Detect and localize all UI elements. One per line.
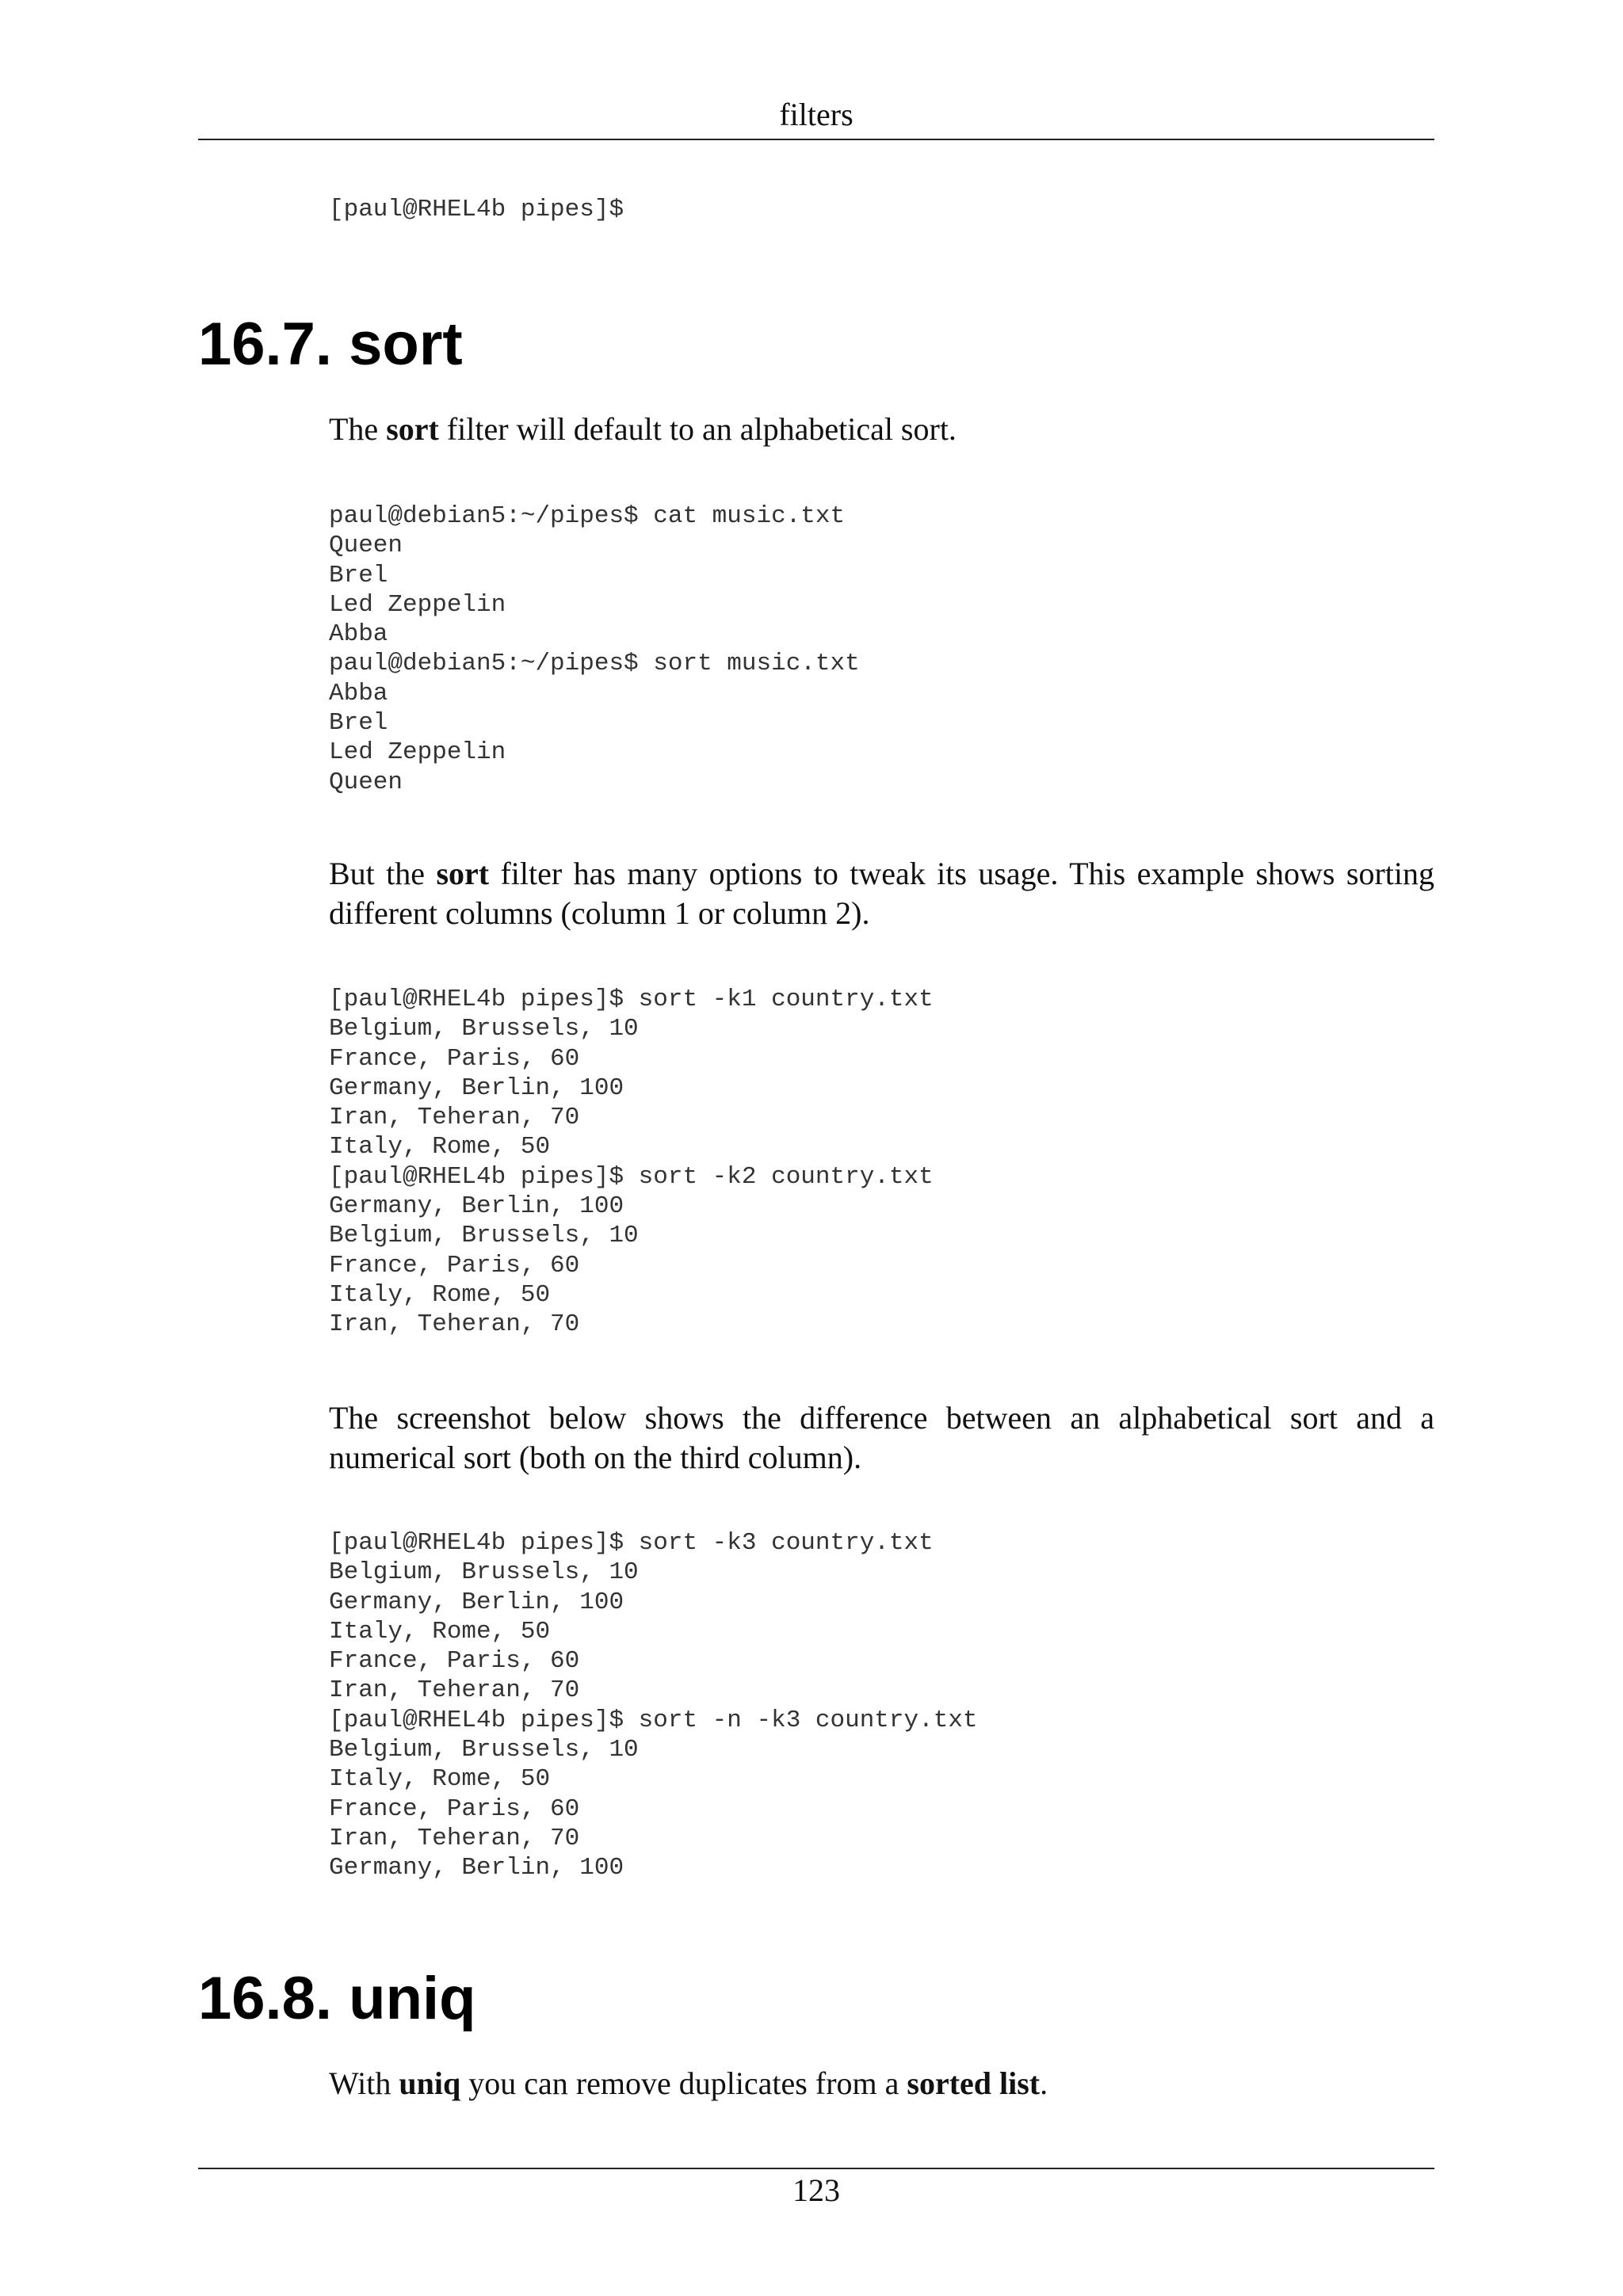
code-line: Brel [329, 561, 388, 589]
code-line: Queen [329, 532, 403, 560]
code-line: France, Paris, 60 [329, 1044, 580, 1073]
sort-command-name: sort [386, 411, 439, 447]
code-line: Italy, Rome, 50 [329, 1765, 551, 1794]
page-number: 123 [792, 2172, 840, 2208]
footer-rule [198, 2168, 1434, 2169]
code-block-country-k3 [329, 1528, 978, 1883]
section-heading-sort: 16.7. sort [198, 311, 463, 378]
code-line: [paul@RHEL4b pipes]$ sort -k1 country.txt [329, 986, 934, 1013]
uniq-intro-paragraph: With uniq you can remove duplicates from a sorted list. [329, 2065, 1048, 2101]
code-block-music [329, 502, 860, 797]
code-line: Italy, Rome, 50 [329, 1617, 551, 1646]
code-line: Led Zeppelin [329, 590, 506, 619]
code-block-top [329, 195, 624, 224]
code-line: [paul@RHEL4b pipes]$ sort -n -k3 country.txt [329, 1706, 978, 1734]
code-block-country-k1-k2 [329, 985, 934, 1340]
code-line: Germany, Berlin, 100 [329, 1854, 624, 1882]
code-line: Belgium, Brussels, 10 [329, 1222, 639, 1250]
code-line: Germany, Berlin, 100 [329, 1588, 624, 1616]
code-line: France, Paris, 60 [329, 1251, 580, 1280]
code-line: Italy, Rome, 50 [329, 1133, 551, 1161]
alpha-vs-numeric-paragraph: The screenshot below shows the difference between an alphabetical sort and a numerical sort (both on the third column). [329, 1400, 1434, 1475]
code-line: Belgium, Brussels, 10 [329, 1736, 639, 1764]
code-line: Iran, Teheran, 70 [329, 1104, 580, 1132]
code-line: Abba [329, 679, 388, 707]
header-rule [198, 139, 1434, 140]
code-line: Iran, Teheran, 70 [329, 1824, 580, 1852]
code-line: Belgium, Brussels, 10 [329, 1015, 639, 1043]
code-line: paul@debian5:~/pipes$ cat music.txt [329, 502, 846, 530]
code-line: [paul@RHEL4b pipes]$ sort -k3 country.txt [329, 1529, 934, 1557]
running-header: filters [779, 97, 854, 132]
code-line: Germany, Berlin, 100 [329, 1192, 624, 1221]
code-line: Queen [329, 768, 403, 796]
code-line: Iran, Teheran, 70 [329, 1676, 580, 1705]
code-line: paul@debian5:~/pipes$ sort music.txt [329, 650, 860, 678]
code-line: Led Zeppelin [329, 738, 506, 767]
sort-command-name: sort [436, 856, 490, 891]
sorted-list-term: sorted list [907, 2065, 1041, 2101]
section-heading-uniq: 16.8. uniq [198, 1965, 476, 2032]
code-line: Germany, Berlin, 100 [329, 1074, 624, 1102]
code-line: Iran, Teheran, 70 [329, 1310, 580, 1339]
code-line: Abba [329, 620, 388, 649]
uniq-command-name: uniq [399, 2065, 461, 2101]
sort-intro-paragraph: The sort filter will default to an alphabetical sort. [329, 411, 957, 447]
code-line: France, Paris, 60 [329, 1794, 580, 1823]
code-line: [paul@RHEL4b pipes]$ sort -k2 country.txt [329, 1162, 934, 1191]
sort-options-paragraph: But the sort filter has many options to tweak its usage. This example shows sorting different columns (column 1 or column 2). [329, 856, 1434, 931]
code-line: Belgium, Brussels, 10 [329, 1558, 639, 1587]
code-line: Brel [329, 709, 388, 738]
code-line: France, Paris, 60 [329, 1647, 580, 1676]
code-line: Italy, Rome, 50 [329, 1280, 551, 1309]
code-line: [paul@RHEL4b pipes]$ [329, 196, 624, 223]
